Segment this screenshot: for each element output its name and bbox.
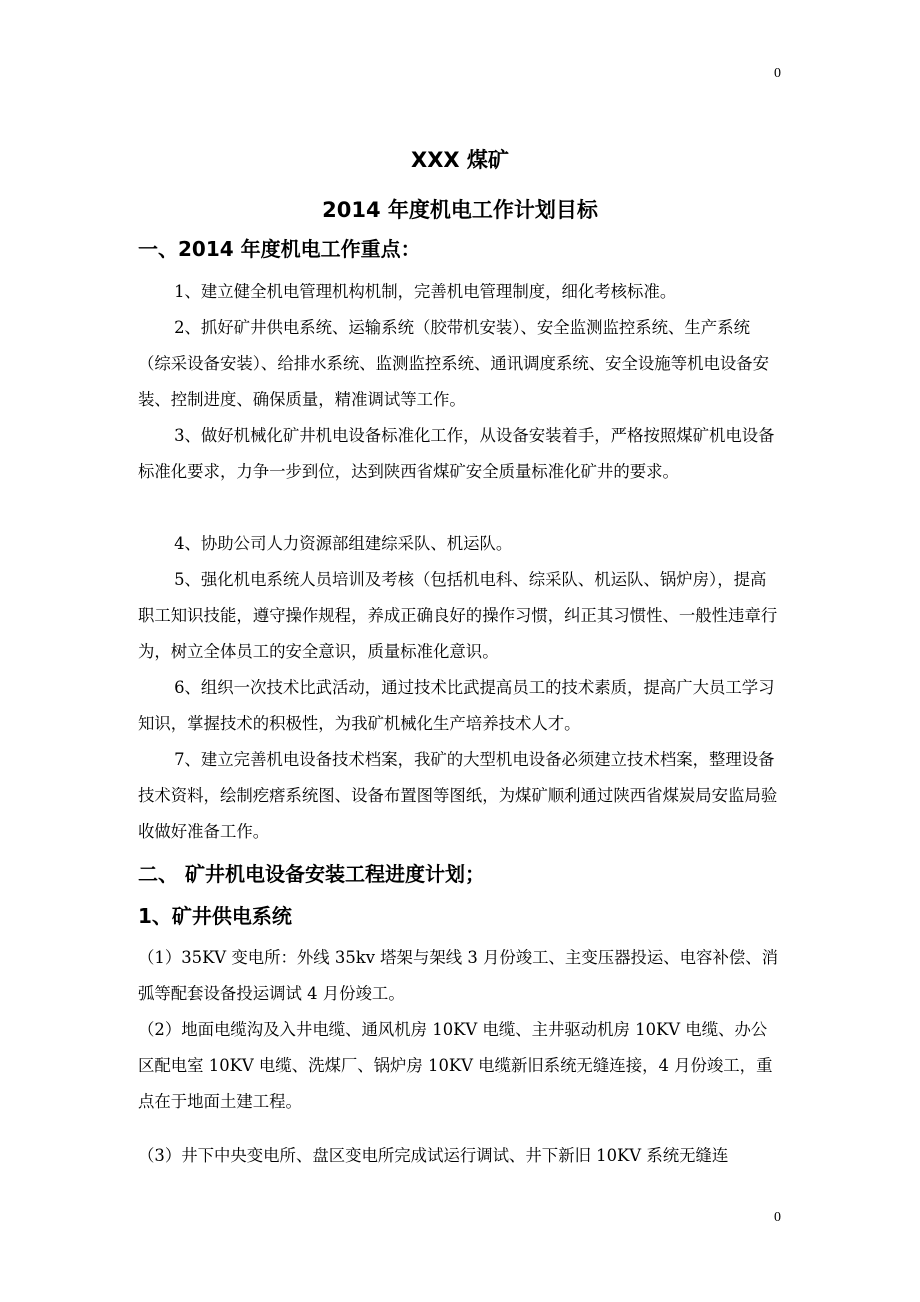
document-title: XXX 煤矿 [411,148,509,172]
page-number-top: 0 [774,66,781,81]
section2-item-3: （3）井下中央变电所、盘区变电所完成试运行调试、井下新旧 10KV 系统无缝连 [138,1146,729,1165]
section1-item-3: 3、做好机械化矿井机电设备标准化工作，从设备安装着手，严格按照煤矿机电设备标准化要求，力争一步到位，达到陕西省煤矿安全质量标准化矿井的要求。 [138,426,775,481]
section2-heading: 二、 矿井机电设备安装工程进度计划； [138,862,485,886]
section2-item-2: （2）地面电缆沟及入井电缆、通风机房 10KV 电缆、主井驱动机房 10KV 电缆、办公区配电室 10KV 电缆、洗煤厂、锅炉房 10KV 电缆新旧系统无缝连接，4 月份竣工，重点在于地面土建工程。 [138,1020,773,1111]
section1-item-4: 4、协助公司人力资源部组建综采队、机运队。 [174,534,513,553]
section2-subheading: 1、矿井供电系统 [138,904,292,928]
section1-item-7: 7、建立完善机电设备技术档案，我矿的大型机电设备必须建立技术档案，整理设备技术资料，绘制疙瘩系统图、设备布置图等图纸，为煤矿顺利通过陕西省煤炭局安监局验收做好准备工作。 [138,750,778,841]
page-number-bottom: 0 [774,1210,781,1225]
section1-heading: 一、2014 年度机电工作重点： [138,237,421,261]
section1-item-6: 6、组织一次技术比武活动，通过技术比武提高员工的技术素质，提高广大员工学习知识，掌握技术的积极性，为我矿机械化生产培养技术人才。 [138,678,775,733]
section1-item-2: 2、抓好矿井供电系统、运输系统（胶带机安装）、安全监测监控系统、生产系统（综采设备安装）、给排水系统、监测监控系统、通讯调度系统、安全设施等机电设备安装、控制进度、确保质量，精准调试等工作。 [138,318,770,409]
section2-item-1: （1）35KV 变电所：外线 35kv 塔架与架线 3 月份竣工、主变压器投运、电容补偿、消弧等配套设备投运调试 4 月份竣工。 [138,948,779,1003]
document-subtitle: 2014 年度机电工作计划目标 [322,198,598,222]
section1-item-1: 1、建立健全机电管理机构机制，完善机电管理制度，细化考核标准。 [174,282,677,301]
section1-item-5: 5、强化机电系统人员培训及考核（包括机电科、综采队、机运队、锅炉房），提高职工知识技能，遵守操作规程，养成正确良好的操作习惯，纠正其习惯性、一般性违章行为，树立全体员工的安全意识，质量标准化意识。 [138,570,778,661]
